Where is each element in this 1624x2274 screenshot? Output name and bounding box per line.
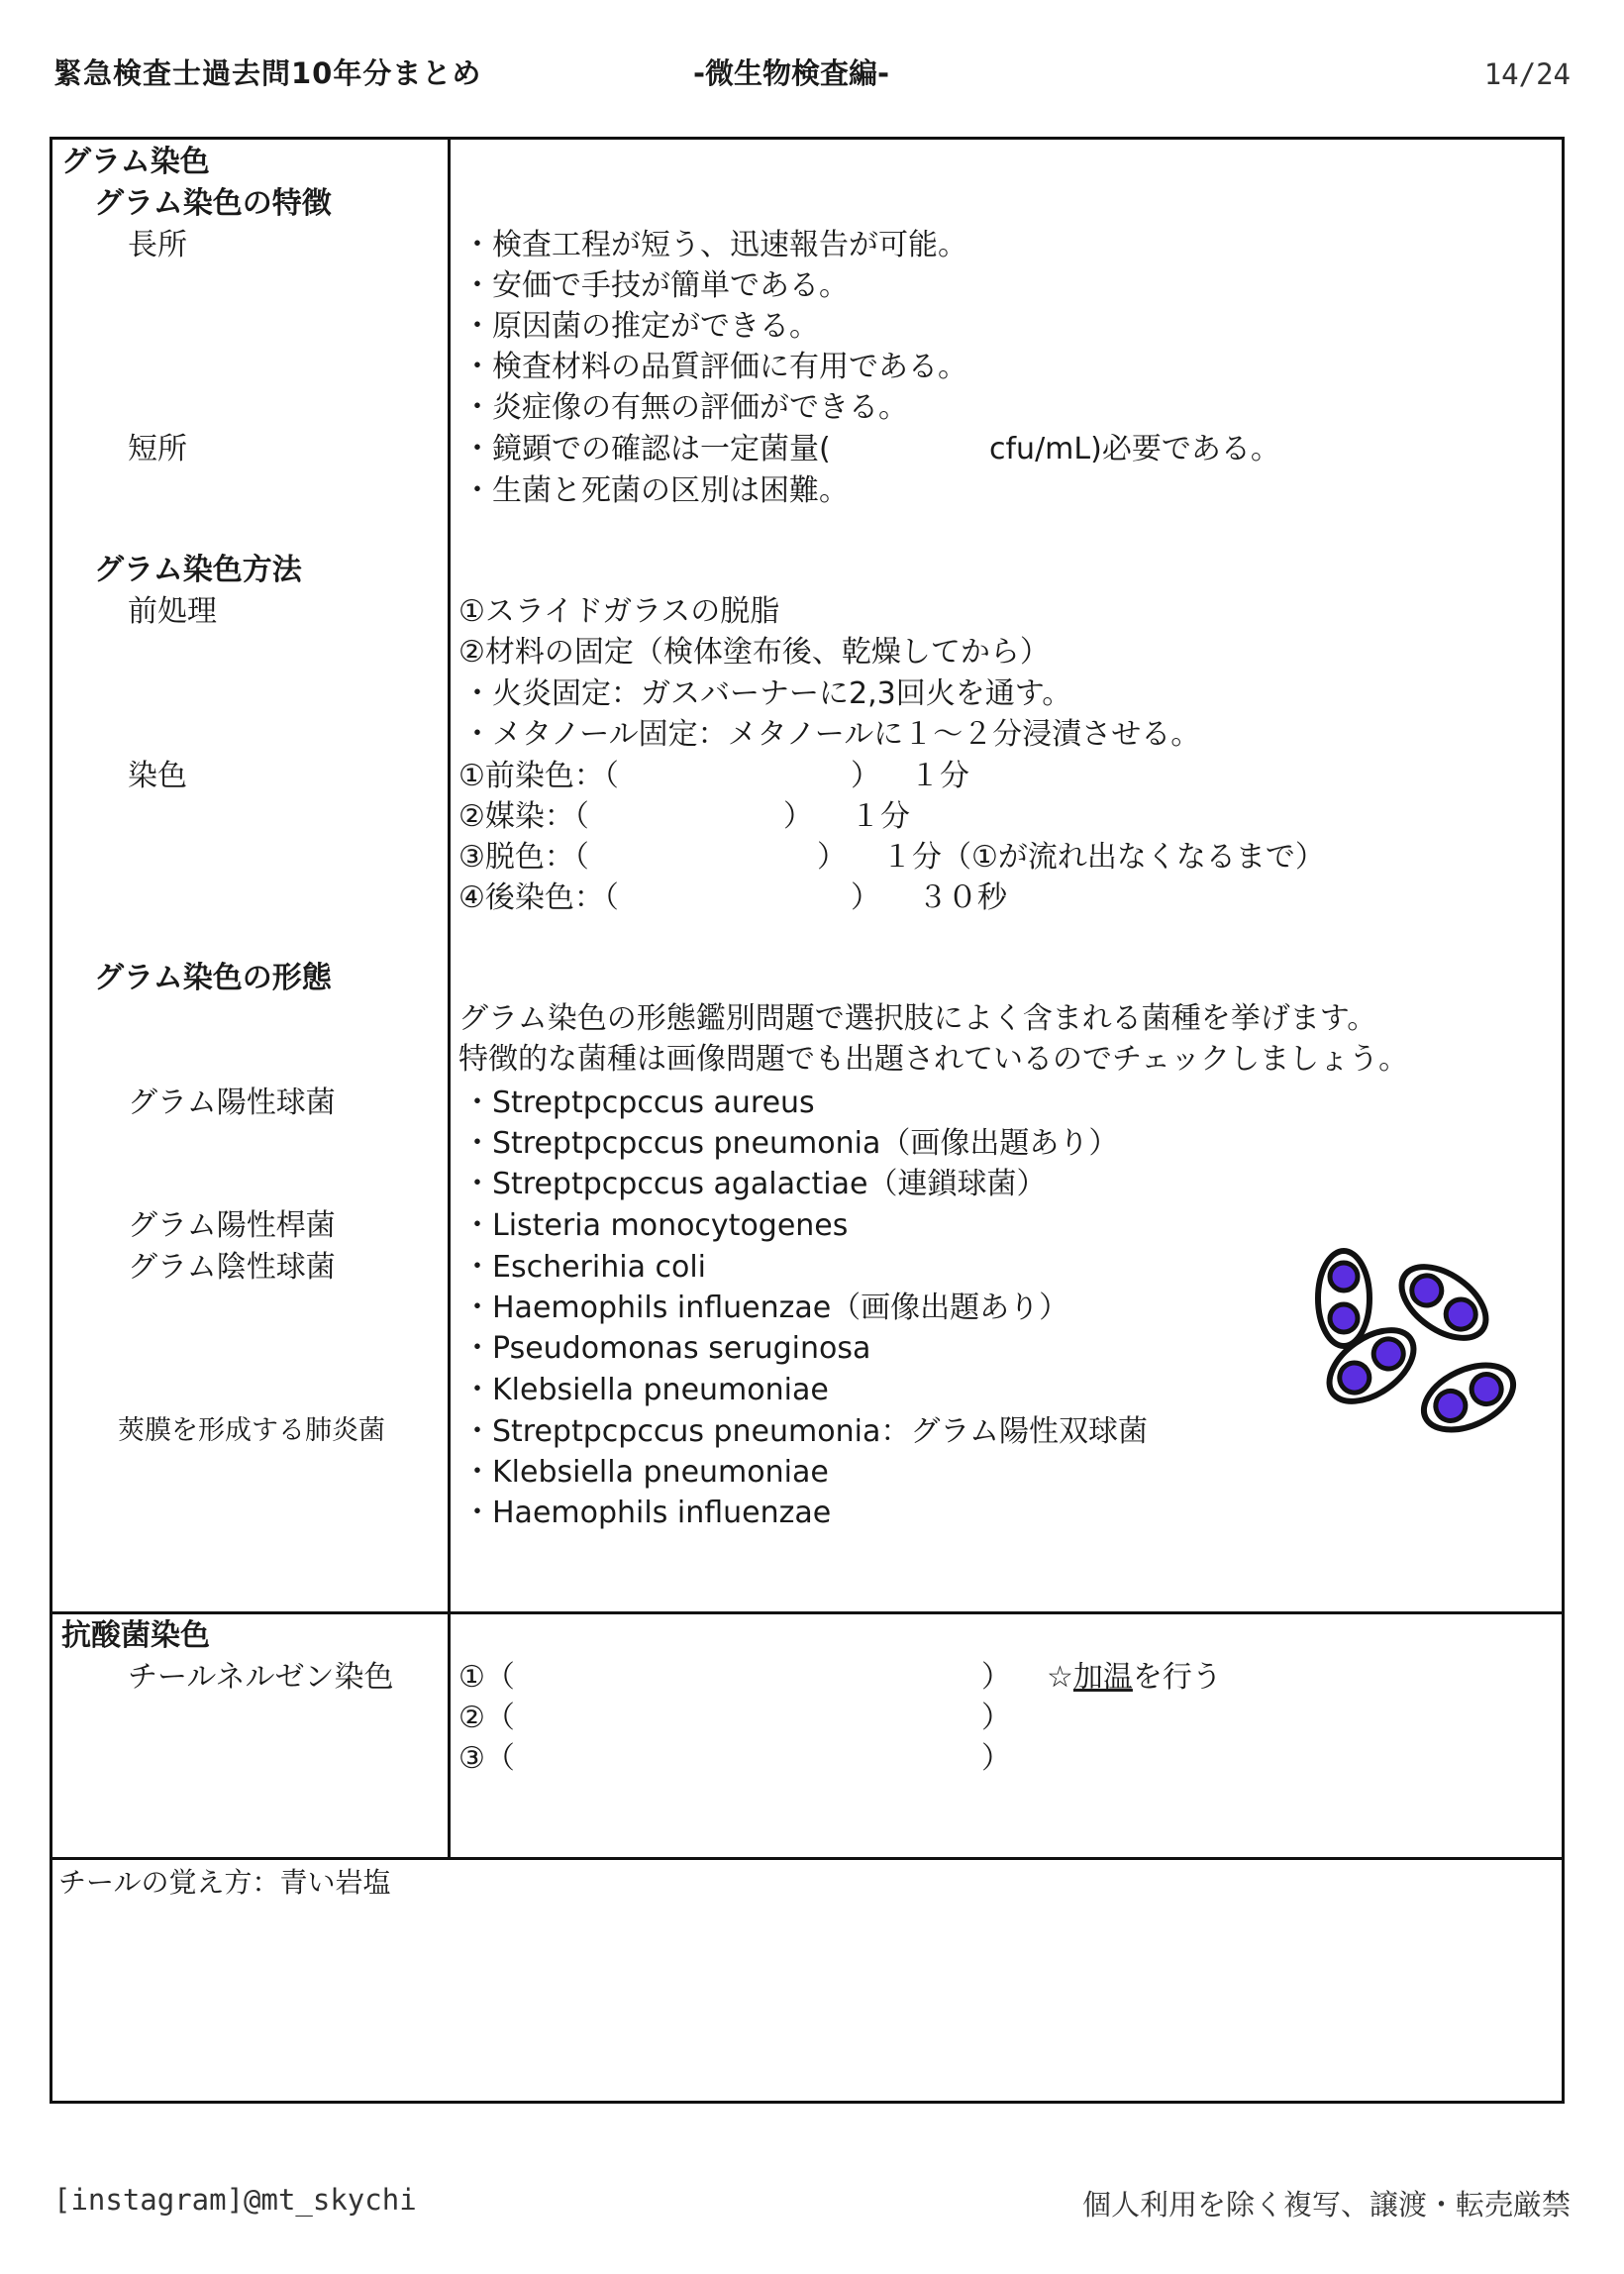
label-gram-negative-cocci: グラム陰性球菌 bbox=[128, 1250, 336, 1285]
instagram-handle: [instagram]@mt_skychi bbox=[53, 2183, 417, 2217]
column-divider bbox=[448, 140, 451, 1857]
acid-fast-step-close: ） bbox=[981, 1660, 1011, 1695]
diplococcus-icon bbox=[1414, 1352, 1524, 1442]
label-merits: 長所 bbox=[128, 228, 187, 262]
acid-fast-step-close: ） bbox=[981, 1741, 1011, 1776]
acid-fast-step-open: ①（ bbox=[458, 1660, 515, 1695]
stain-step-label: ②媒染：（ bbox=[458, 799, 589, 834]
row-divider bbox=[52, 1611, 1562, 1614]
stain-step-close: ） bbox=[817, 840, 847, 875]
merit-item: ・検査工程が短う、迅速報告が可能。 bbox=[462, 228, 967, 262]
diplococcus-icon bbox=[1318, 1251, 1370, 1346]
label-capsule-pneumonia: 莢膜を形成する肺炎菌 bbox=[118, 1415, 385, 1446]
subheading-morphology: グラム染色の形態 bbox=[94, 961, 332, 995]
copyright-notice: 個人利用を除く複写、譲渡・転売厳禁 bbox=[1081, 2188, 1571, 2222]
label-demerits: 短所 bbox=[128, 432, 187, 466]
merit-item: ・原因菌の推定ができる。 bbox=[462, 309, 819, 344]
pretreatment-step: ・火炎固定：ガスバーナーに2,3回火を通す。 bbox=[462, 676, 1072, 711]
species-item: ・Listeria monocytogenes bbox=[462, 1208, 849, 1243]
pretreatment-step: ②材料の固定（検体塗布後、乾燥してから） bbox=[458, 635, 1050, 670]
merit-item: ・炎症像の有無の評価ができる。 bbox=[462, 390, 908, 425]
stain-step-label: ④後染色：（ bbox=[458, 880, 619, 915]
stain-step-close: ） bbox=[851, 759, 880, 793]
label-gram-positive-rods: グラム陽性桿菌 bbox=[128, 1208, 336, 1243]
document-subtitle: -微生物検査編- bbox=[693, 56, 890, 90]
demerit-item-end: cfu/mL)必要である。 bbox=[989, 432, 1280, 466]
label-pretreatment: 前処理 bbox=[128, 594, 217, 629]
acid-fast-step-open: ③（ bbox=[458, 1741, 515, 1776]
subheading-method: グラム染色方法 bbox=[94, 553, 302, 587]
pretreatment-step: ①スライドガラスの脱脂 bbox=[458, 594, 780, 629]
diplococci-illustration bbox=[1310, 1247, 1528, 1445]
species-item: ・Streptpcpccus aureus bbox=[462, 1085, 815, 1120]
stain-step-close: ） bbox=[851, 880, 880, 915]
species-item: ・Streptpcpccus pneumonia：グラム陽性双球菌 bbox=[462, 1414, 1149, 1449]
stain-step-time: １分（①が流れ出なくなるまで） bbox=[882, 840, 1325, 875]
row-divider bbox=[52, 1857, 1562, 1860]
merit-item: ・安価で手技が簡単である。 bbox=[462, 268, 849, 303]
stain-step-time: １分 bbox=[910, 759, 969, 793]
merit-item: ・検査材料の品質評価に有用である。 bbox=[462, 350, 967, 384]
species-item: ・Haemophils influenzae bbox=[462, 1496, 832, 1530]
heating-note bbox=[1047, 1660, 1222, 1695]
stain-step-label: ③脱色：（ bbox=[458, 840, 589, 875]
species-item: ・Klebsiella pneumoniae bbox=[462, 1455, 829, 1490]
section-heading-acid-fast: 抗酸菌染色 bbox=[61, 1618, 210, 1653]
demerit-item: ・生菌と死菌の区別は困難。 bbox=[462, 473, 849, 508]
content-table bbox=[50, 137, 1565, 2104]
acid-fast-step-open: ②（ bbox=[458, 1701, 515, 1735]
stain-step-time: １分 bbox=[851, 799, 910, 834]
pretreatment-step: ・メタノール固定：メタノールに１〜２分浸漬させる。 bbox=[462, 717, 1201, 752]
morphology-intro: 特徴的な菌種は画像問題でも出題されているのでチェックしましょう。 bbox=[458, 1042, 1409, 1077]
document-title: 緊急検査士過去問10年分まとめ bbox=[53, 56, 482, 90]
label-gram-positive-cocci: グラム陽性球菌 bbox=[128, 1085, 336, 1120]
stain-step-label: ①前染色：（ bbox=[458, 759, 619, 793]
label-ziehl-neelsen: チールネルゼン染色 bbox=[128, 1660, 394, 1695]
demerit-item-start: ・鏡顕での確認は一定菌量( bbox=[462, 432, 831, 466]
star-icon: ☆ bbox=[1047, 1660, 1073, 1695]
species-item: ・Escherihia coli bbox=[462, 1250, 707, 1285]
label-staining: 染色 bbox=[128, 759, 187, 793]
heating-note-suffix: を行う bbox=[1132, 1660, 1222, 1695]
subheading-features: グラム染色の特徴 bbox=[94, 186, 332, 221]
page-number: 14/24 bbox=[1483, 57, 1571, 91]
memo-text: チールの覚え方：青い岩塩 bbox=[58, 1866, 391, 1899]
species-item: ・Streptpcpccus agalactiae（連鎖球菌） bbox=[462, 1167, 1047, 1201]
species-item: ・Haemophils influenzae（画像出題あり） bbox=[462, 1291, 1069, 1325]
section-heading-gram: グラム染色 bbox=[61, 145, 210, 179]
acid-fast-step-close: ） bbox=[981, 1701, 1011, 1735]
species-item: ・Streptpcpccus pneumonia（画像出題あり） bbox=[462, 1126, 1119, 1161]
stain-step-close: ） bbox=[783, 799, 813, 834]
stain-step-time: ３０秒 bbox=[918, 880, 1007, 915]
species-item: ・Klebsiella pneumoniae bbox=[462, 1373, 829, 1407]
morphology-intro: グラム染色の形態鑑別問題で選択肢によく含まれる菌種を挙げます。 bbox=[458, 1001, 1377, 1036]
species-item: ・Pseudomonas seruginosa bbox=[462, 1331, 871, 1366]
heating-keyword: 加温 bbox=[1072, 1660, 1133, 1695]
